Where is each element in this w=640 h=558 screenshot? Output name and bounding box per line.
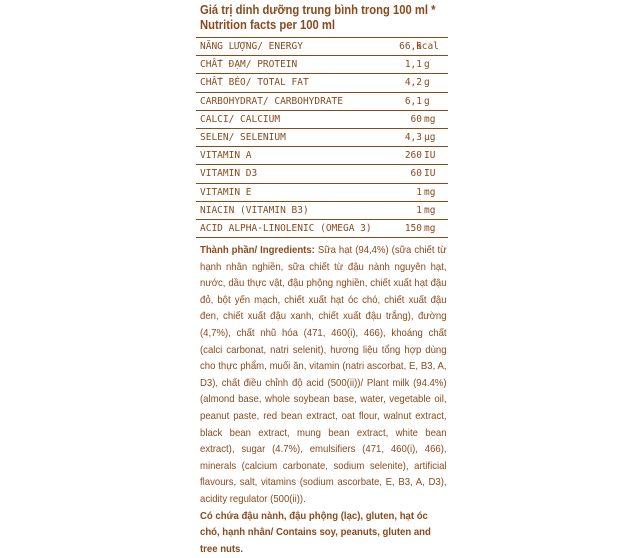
nutrient-name: NĂNG LƯỢNG/ ENERGY (200, 41, 303, 52)
nutrient-unit: µg (424, 131, 436, 143)
nutrient-value: 60 (410, 113, 422, 125)
nutrient-value: 4,3 (404, 131, 422, 143)
title-english: Nutrition facts per 100 ml (200, 18, 336, 32)
nutrient-value: 260 (404, 150, 422, 162)
nutrition-row (196, 165, 448, 183)
nutrient-value: 1 (416, 204, 422, 216)
nutrient-value: 1 (416, 186, 422, 198)
nutrient-name: CHẤT ĐẠM/ PROTEIN (200, 59, 298, 71)
nutrient-value: 4,2 (404, 77, 422, 89)
nutrient-name: SELEN/ SELENIUM (200, 131, 286, 143)
nutrient-value: 60 (410, 168, 422, 180)
nutrient-name: NIACIN (VITAMIN B3) (200, 204, 309, 216)
nutrient-unit: kcal (416, 41, 439, 52)
label-title (200, 3, 436, 33)
nutrient-unit: mg (424, 186, 436, 198)
nutrition-row (196, 129, 448, 147)
nutrient-value: 66,6 (399, 41, 422, 52)
nutrition-row (196, 184, 448, 202)
nutrient-unit: IU (424, 168, 436, 180)
nutrition-row (196, 147, 448, 165)
nutrient-unit: mg (424, 204, 436, 216)
nutrient-name: CARBOHYDRAT/ CARBOHYDRATE (200, 95, 343, 107)
nutrition-label (196, 0, 448, 555)
nutrition-row (196, 220, 448, 237)
nutrient-unit: g (424, 77, 430, 89)
nutrient-name: ACID ALPHA-LINOLENIC (OMEGA 3) (200, 222, 372, 234)
title-vietnamese: Giá trị dinh dưỡng trung bình trong 100 ml * (200, 3, 436, 17)
nutrition-table (196, 37, 448, 238)
nutrient-value: 1,1 (404, 59, 422, 71)
nutrient-name: VITAMIN A (200, 150, 252, 162)
nutrient-unit: g (424, 95, 430, 107)
ingredients-heading: Thành phần/ Ingredients: (200, 245, 315, 257)
nutrition-row (196, 202, 448, 220)
nutrition-row (196, 74, 448, 92)
nutrition-row (196, 93, 448, 111)
nutrition-row (196, 56, 448, 74)
allergen-statement: Có chứa đậu nành, đậu phộng (lạc), gluten, hạt óc chó, hạnh nhân/ Contains soy, peanuts, gluten and tree nuts. (200, 510, 431, 555)
nutrient-name: VITAMIN E (200, 186, 252, 198)
nutrient-value: 6,1 (404, 95, 422, 107)
nutrition-row (196, 111, 448, 129)
nutrient-value: 150 (404, 222, 422, 234)
nutrient-name: VITAMIN D3 (200, 168, 258, 180)
nutrient-unit: mg (424, 222, 436, 234)
nutrient-name: CALCI/ CALCIUM (200, 113, 281, 125)
nutrient-unit: g (424, 59, 430, 71)
ingredients-paragraph (200, 243, 447, 509)
nutrient-name: CHẤT BÉO/ TOTAL FAT (200, 77, 309, 89)
nutrient-unit: IU (424, 150, 436, 162)
nutrition-row (196, 38, 448, 56)
nutrient-unit: mg (424, 113, 436, 125)
ingredients-text: Sữa hạt (94,4%) (sữa chiết từ hạnh nhân nghiền, sữa chiết từ đậu nành nguyên hạt, nước, dầu thực vật, đậu phộng nghiền, chiết xuất hạt đậu đỏ, bột yến mạch, chiết xuất hạt óc chó, chiết xuất đậu đen, chiết xuất đậu xanh, chiết xuất đậu trắng), đường (4,7%), chất nhũ hóa (471, 460(i), 466), khoáng chất (calci carbonat, natri selenit), hương liệu tổng hợp dùng cho thực phẩm, muối ăn, vitamin (natri ascorbat, E, B3, A, D3), chất điều chỉnh độ acid (500(ii))/ Plant milk (94.4%) (almond base, whole soybean base, water, vegetable oil, peanut paste, red bean extract, oat flour, walnut extract, black bean extract, mung bean extract, white bean extract), sugar (4.7%), emulsifiers (471, 460(i), 466), minerals (calcium carbonate, sodium selenite), artificial flavours, salt, vitamins (sodium ascorbate, E, B3, A, D3), acidity regulator (500(ii)). (200, 245, 447, 505)
